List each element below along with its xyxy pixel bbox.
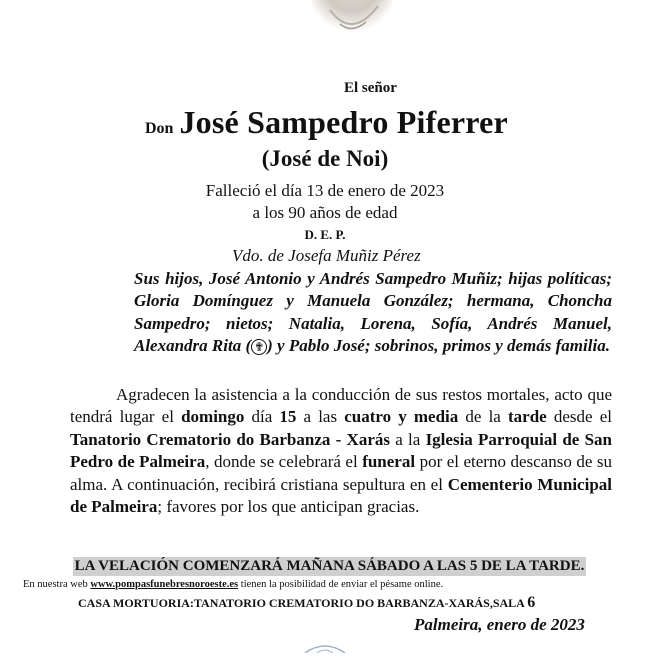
place-date: Palmeira, enero de 2023 xyxy=(414,615,585,634)
death-date: Falleció el día 13 de enero de 2023 xyxy=(205,181,445,200)
deceased-photo xyxy=(300,0,400,52)
body-bold: domingo xyxy=(181,407,245,427)
body-text: día xyxy=(244,407,280,427)
web-prefix: En nuestra web xyxy=(23,579,91,590)
vigil-notice: LA VELACIÓN COMENZARÁ MAÑANA SÁBADO A LAS 5 DE LA TARDE. xyxy=(74,558,585,574)
website-link[interactable]: www.pompasfunebresnoroeste.es xyxy=(90,579,239,590)
mortuary-room: 6 xyxy=(527,594,536,611)
family-text-1: Sus hijos, José Antonio y Andrés Sampedro Muñiz; hijas políticas; Gloria Domínguez y Manuela González; hermana, Choncha Sampedro; nietos; Natalia, Lorena, Sofía, Andrés Manuel, Alexandra Rita ( xyxy=(134,269,612,356)
ceremony-paragraph xyxy=(70,384,612,518)
honorific: Don xyxy=(145,120,174,137)
body-text: de la xyxy=(458,407,508,427)
body-bold: Iglesia Parroquial de San Pedro de Palmeira xyxy=(70,429,612,472)
mortuary-line xyxy=(78,594,535,612)
body-text: , donde se celebrará el xyxy=(205,452,363,472)
cross-icon: ✟ xyxy=(251,339,267,355)
family-paragraph xyxy=(134,268,612,358)
body-text: a las xyxy=(296,407,345,427)
body-bold: 15 xyxy=(279,407,297,427)
body-bold: Tanatorio Crematorio do Barbanza - Xarás xyxy=(70,429,390,449)
body-text: ; favores por los que anticipan gracias. xyxy=(157,497,420,517)
web-note xyxy=(23,579,443,590)
web-suffix: tienen la posibilidad de enviar el pésame online. xyxy=(238,579,444,590)
widower-line: Vdo. de Josefa Muñiz Pérez xyxy=(232,246,421,265)
mortuary-label: CASA MORTUORIA:TANATORIO CREMATORIO DO BARBANZA-XARÁS,SALA xyxy=(78,596,528,610)
deceased-name xyxy=(145,104,508,141)
body-text: por el eterno descanso de su alma. A continuación, recibirá cristiana sepultura en el xyxy=(70,452,612,494)
body-bold: funeral xyxy=(362,452,416,472)
body-text: Agradecen la asistencia a la conducción de sus restos mortales, acto que tendrá lugar el xyxy=(70,385,612,427)
family-text-2: ) y Pablo José; sobrinos, primos y demás familia. xyxy=(267,336,610,356)
heading-el-senor: El señor xyxy=(344,80,397,96)
full-name: José Sampedro Piferrer xyxy=(179,104,508,140)
age: a los 90 años de edad xyxy=(252,203,398,222)
rip-line: D. E. P. xyxy=(304,227,346,242)
body-bold: cuatro y media xyxy=(344,407,459,427)
alias: (José de Noi) xyxy=(261,146,389,171)
body-bold: tarde xyxy=(508,407,547,427)
body-bold: Cementerio Municipal de Palmeira xyxy=(70,474,612,517)
body-text: desde el xyxy=(546,407,612,427)
logo-fragment-icon xyxy=(295,640,355,650)
body-text: a la xyxy=(389,429,426,449)
